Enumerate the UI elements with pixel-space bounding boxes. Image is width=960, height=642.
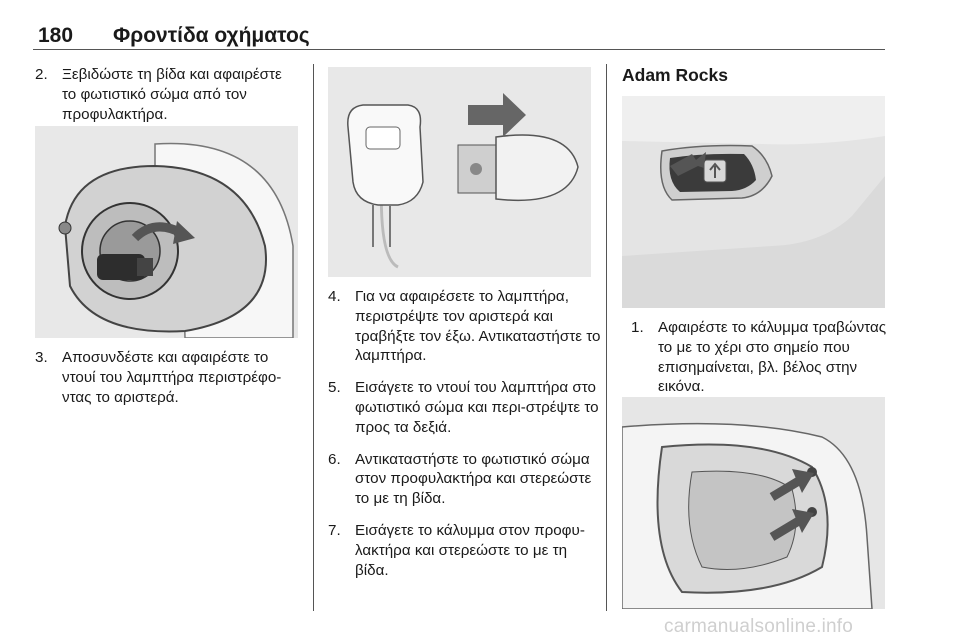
step-text: Για να αφαιρέσετε το λαμπτήρα, περιστρέψτε τον αριστερά και τραβήξτε τον έξω. Αντικαταστήστε το λαμπτήρα.: [355, 288, 601, 365]
figure-bulb: [328, 67, 591, 277]
step-1: [631, 318, 889, 397]
step-4: [328, 287, 603, 366]
page-header: [33, 22, 885, 50]
column-divider-2: [606, 64, 607, 611]
figure-lamp-housing: [35, 126, 298, 338]
step-number: 2.: [35, 66, 48, 83]
left-column-bottom: [35, 348, 300, 419]
step-3: [35, 348, 300, 407]
watermark: carmanualsonline.info: [664, 616, 854, 637]
bumper-illustration: [622, 96, 885, 308]
figure-cover-screws: [622, 397, 885, 609]
bulb-illustration: [328, 67, 591, 277]
page-number: 180: [38, 24, 74, 47]
step-number: 1.: [631, 319, 644, 336]
step-number: 7.: [328, 521, 341, 539]
step-text: Αφαιρέστε το κάλυμμα τραβώντας το με το χέρι στο σημείο που επισημαίνεται, βλ. βέλος στην εικόνα.: [658, 319, 887, 396]
page-title: Φροντίδα οχήματος: [113, 24, 310, 47]
section-title: Adam Rocks: [622, 65, 729, 85]
step-2: [35, 65, 300, 124]
step-number: 3.: [35, 349, 48, 366]
step-6: [328, 450, 603, 509]
step-text: Αποσυνδέστε και αφαιρέστε το ντουί του λαμπτήρα περιστρέφο-ντας το αριστερά.: [62, 349, 282, 406]
step-text: Εισάγετε το κάλυμμα στον προφυ-λακτήρα και στερεώστε το με τη βίδα.: [355, 521, 585, 579]
cover-screws-illustration: [622, 397, 885, 609]
header-rule: [33, 49, 885, 50]
figure-bumper-cover: [622, 96, 885, 308]
step-text: Ξεβιδώστε τη βίδα και αφαιρέστε το φωτιστικό σώμα από τον προφυλακτήρα.: [62, 66, 282, 123]
step-number: 4.: [328, 288, 341, 305]
step-number: 6.: [328, 450, 341, 468]
column-divider-1: [313, 64, 314, 611]
step-5: [328, 378, 603, 437]
step-number: 5.: [328, 379, 341, 397]
middle-column-steps: [328, 287, 603, 592]
step-7: [328, 521, 603, 580]
step-text: Αντικαταστήστε το φωτιστικό σώμα στον προφυλακτήρα και στερεώστε το με τη βίδα.: [355, 450, 592, 508]
right-column-step: [631, 318, 889, 409]
step-text: Εισάγετε το ντουί του λαμπτήρα στο φωτιστικό σώμα και περι-στρέψτε το προς τα δεξιά.: [355, 379, 599, 436]
lamp-housing-illustration: [35, 126, 298, 338]
